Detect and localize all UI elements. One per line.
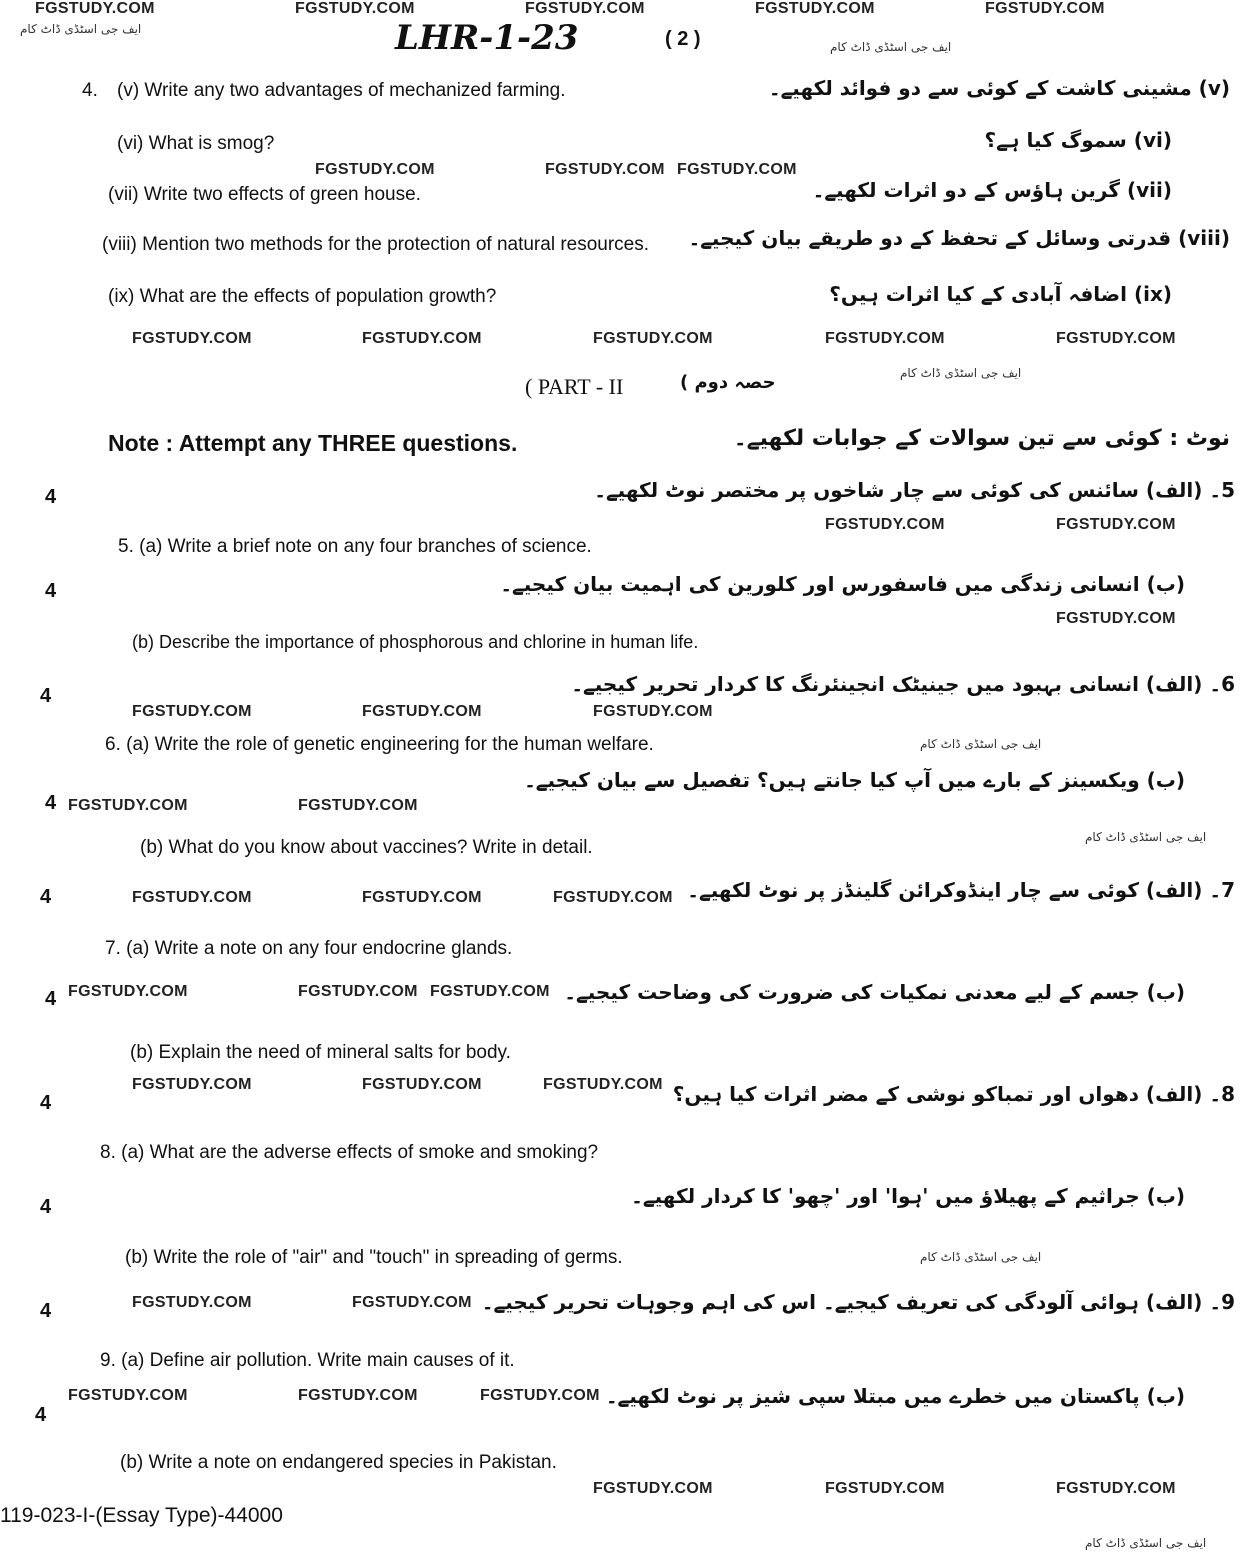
watermark: FGSTUDY.COM [430,983,550,1000]
question-en: 8. (a) What are the adverse effects of smoke and smoking? [100,1142,599,1163]
watermark: FGSTUDY.COM [1056,330,1176,347]
part-title-urdu: حصہ دوم ) [680,372,776,393]
watermark: FGSTUDY.COM [68,797,188,814]
question-en: (b) Write the role of "air" and "touch" in spreading of germs. [125,1247,623,1268]
question-ur: 7۔ (الف) کوئی سے چار اینڈوکرائن گلینڈز پر نوٹ لکھیے۔ [687,878,1235,902]
marks: 4 [40,1300,52,1322]
question-ur: (ب) جسم کے لیے معدنی نمکیات کی ضرورت کی وضاحت کیجیے۔ [564,980,1185,1004]
question-ur: 6۔ (الف) انسانی بہبود میں جینیٹک انجینئرنگ کا کردار تحریر کیجیے۔ [571,672,1235,696]
watermark: FGSTUDY.COM [543,1076,663,1093]
marks: 4 [40,1092,52,1114]
watermark: FGSTUDY.COM [1056,610,1176,627]
watermark: FGSTUDY.COM [132,1294,252,1311]
watermark-urdu: ایف جی اسٹڈی ڈاٹ کام [1085,830,1207,844]
note-en: Note : Attempt any THREE questions. [108,430,518,456]
question-ur: (vi) سموگ کیا ہے؟ [984,128,1172,152]
marks: 4 [45,792,57,814]
marks: 4 [45,580,57,602]
watermark: FGSTUDY.COM [362,1076,482,1093]
watermark: FGSTUDY.COM [132,330,252,347]
watermark: FGSTUDY.COM [545,161,665,178]
watermark: FGSTUDY.COM [480,1387,600,1404]
page-number: ( 2 ) [665,28,701,50]
marks: 4 [40,886,52,908]
question-en: 6. (a) Write the role of genetic engineering for the human welfare. [105,734,654,755]
paper-footer-code: 119-023-I-(Essay Type)-44000 [0,1504,283,1527]
watermark-urdu: ایف جی اسٹڈی ڈاٹ کام [920,1250,1042,1264]
part-title: ( PART - II [525,374,624,399]
question-en: 5. (a) Write a brief note on any four branches of science. [118,536,592,557]
marks: 4 [45,486,57,508]
watermark: FGSTUDY.COM [1056,1480,1176,1497]
watermark: FGSTUDY.COM [985,0,1105,17]
watermark: FGSTUDY.COM [352,1294,472,1311]
question-en: (viii) Mention two methods for the protection of natural resources. [102,234,650,255]
question-en: (ix) What are the effects of population growth? [108,286,497,307]
watermark: FGSTUDY.COM [362,889,482,906]
question-en: (b) Write a note on endangered species in Pakistan. [120,1452,557,1473]
watermark: FGSTUDY.COM [362,703,482,720]
note-ur: نوٹ : کوئی سے تین سوالات کے جوابات لکھیے۔ [733,426,1230,451]
question-en: (b) What do you know about vaccines? Write in detail. [140,837,593,858]
watermark: FGSTUDY.COM [315,161,435,178]
watermark: FGSTUDY.COM [298,983,418,1000]
watermark: FGSTUDY.COM [677,161,797,178]
watermark-urdu: ایف جی اسٹڈی ڈاٹ کام [900,366,1022,380]
watermark: FGSTUDY.COM [68,1387,188,1404]
question-en: (b) Explain the need of mineral salts for body. [130,1042,511,1063]
question-ur: (ب) انسانی زندگی میں فاسفورس اور کلورین کی اہمیت بیان کیجیے۔ [500,572,1185,596]
watermark: FGSTUDY.COM [298,1387,418,1404]
marks: 4 [40,685,52,707]
question-en: 9. (a) Define air pollution. Write main causes of it. [100,1350,515,1371]
question-en: (vi) What is smog? [117,133,275,154]
watermark: FGSTUDY.COM [593,1480,713,1497]
question-en: 7. (a) Write a note on any four endocrine glands. [105,938,513,959]
watermark: FGSTUDY.COM [132,703,252,720]
watermark: FGSTUDY.COM [298,797,418,814]
paper-code-handwritten: LHR-1-23 [395,18,579,58]
watermark: FGSTUDY.COM [755,0,875,17]
watermark: FGSTUDY.COM [825,1480,945,1497]
watermark: FGSTUDY.COM [295,0,415,17]
watermark: FGSTUDY.COM [1056,516,1176,533]
question-ur: (ب) ویکسینز کے بارے میں آپ کیا جانتے ہیں؟ تفصیل سے بیان کیجیے۔ [524,768,1185,792]
watermark: FGSTUDY.COM [825,330,945,347]
question-en: (b) Describe the importance of phosphorous and chlorine in human life. [132,632,699,652]
question-ur: 8۔ (الف) دھواں اور تمباکو نوشی کے مضر اثرات کیا ہیں؟ [672,1082,1235,1106]
watermark: FGSTUDY.COM [825,516,945,533]
question-ur: (viii) قدرتی وسائل کے تحفظ کے دو طریقے بیان کیجیے۔ [688,226,1230,250]
marks: 4 [40,1196,52,1218]
watermark-urdu: ایف جی اسٹڈی ڈاٹ کام [20,22,142,36]
watermark: FGSTUDY.COM [553,889,673,906]
question-ur: (ب) پاکستان میں خطرے میں مبتلا سپی شیز پر نوٹ لکھیے۔ [605,1384,1185,1408]
watermark: FGSTUDY.COM [525,0,645,17]
marks: 4 [35,1404,47,1426]
watermark: FGSTUDY.COM [132,889,252,906]
watermark: FGSTUDY.COM [362,330,482,347]
question-number: 4. [82,80,98,101]
watermark-urdu: ایف جی اسٹڈی ڈاٹ کام [920,737,1042,751]
question-ur: (vii) گرین ہاؤس کے دو اثرات لکھیے۔ [812,178,1172,202]
watermark: FGSTUDY.COM [132,1076,252,1093]
question-ur: (ب) جراثیم کے پھیلاؤ میں 'ہوا' اور 'چھو' کا کردار لکھیے۔ [631,1184,1185,1208]
question-en: (v) Write any two advantages of mechanized farming. [117,80,566,101]
question-ur: 9۔ (الف) ہوائی آلودگی کی تعریف کیجیے۔ اس کی اہم وجوہات تحریر کیجیے۔ [481,1290,1235,1314]
watermark: FGSTUDY.COM [35,0,155,17]
watermark: FGSTUDY.COM [593,330,713,347]
question-ur: (v) مشینی کاشت کے کوئی سے دو فوائد لکھیے۔ [768,76,1230,100]
question-en: (vii) Write two effects of green house. [108,184,421,205]
watermark-urdu: ایف جی اسٹڈی ڈاٹ کام [830,40,952,54]
question-ur: (ix) اضافہ آبادی کے کیا اثرات ہیں؟ [829,282,1172,306]
watermark: FGSTUDY.COM [68,983,188,1000]
watermark: FGSTUDY.COM [593,703,713,720]
question-ur: 5۔ (الف) سائنس کی کوئی سے چار شاخوں پر مختصر نوٹ لکھیے۔ [594,478,1235,502]
watermark-urdu: ایف جی اسٹڈی ڈاٹ کام [1085,1536,1207,1550]
marks: 4 [45,988,57,1010]
